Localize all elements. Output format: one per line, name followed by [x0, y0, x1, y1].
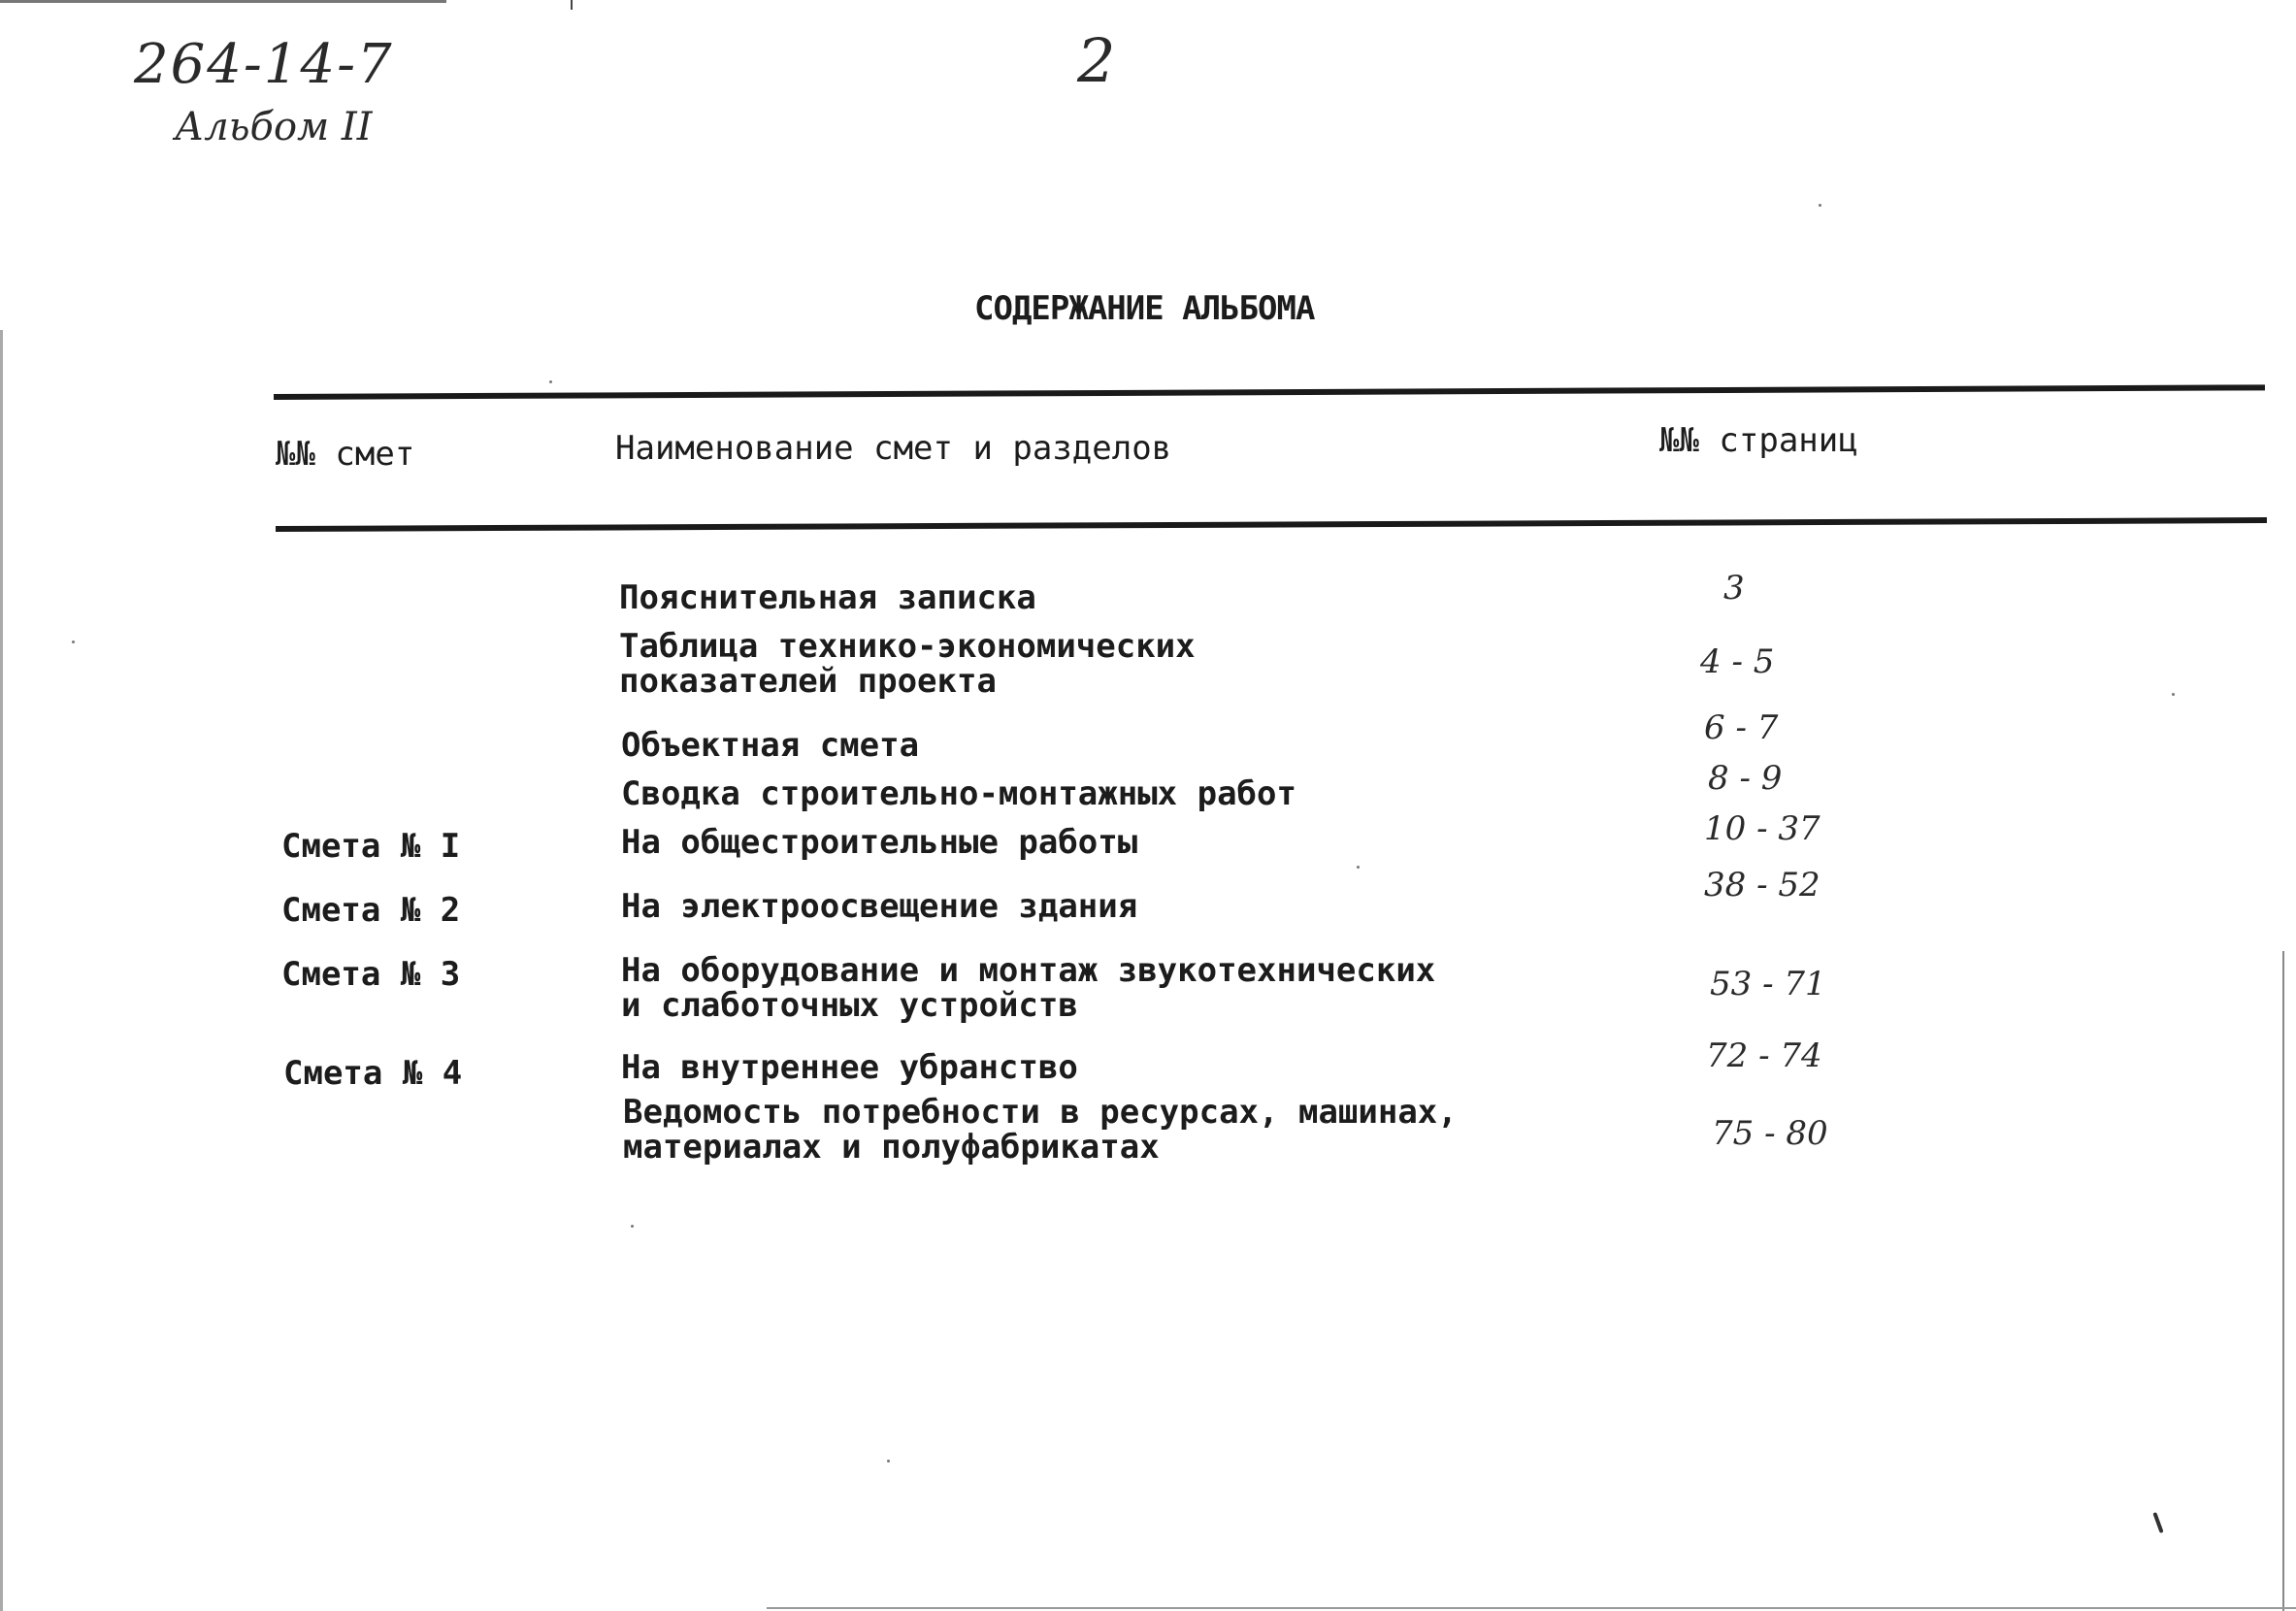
row-estimate-no: Смета № 2 [281, 891, 461, 930]
row-pages: 4 - 5 [1700, 642, 1775, 681]
row-pages: 72 - 74 [1706, 1036, 1822, 1075]
scan-speck [1819, 204, 1821, 207]
row-pages: 75 - 80 [1712, 1114, 1828, 1153]
row-estimate-no: Смета № I [281, 827, 461, 866]
row-name-continued: показателей проекта [619, 662, 997, 701]
row-name-continued: и слаботочных устройств [621, 986, 1078, 1025]
row-name: Сводка строительно-монтажных работ [621, 774, 1296, 813]
album-label: Альбом II [175, 105, 373, 149]
row-pages: 38 - 52 [1704, 866, 1820, 904]
row-pages: 8 - 9 [1708, 759, 1783, 798]
row-name: На внутреннее убранство [621, 1048, 1078, 1087]
row-name: Таблица технико-экономических [619, 627, 1196, 666]
scan-top-edge [0, 0, 446, 3]
page-number: 2 [1077, 25, 1116, 96]
scan-left-edge [0, 330, 3, 1611]
scan-speck [631, 1225, 634, 1228]
scan-speck [72, 641, 75, 643]
album-code: 264-14-7 [134, 33, 394, 96]
table-top-rule [274, 384, 2265, 400]
row-name: На общестроительные работы [621, 823, 1138, 862]
row-name: Объектная смета [621, 726, 920, 765]
column-header-estimate-no: №№ смет [276, 435, 415, 474]
scan-speck [549, 380, 552, 383]
row-name-continued: материалах и полуфабрикатах [623, 1128, 1160, 1167]
document-title: СОДЕРЖАНИЕ АЛЬБОМА [974, 289, 1315, 328]
table-header-rule [276, 517, 2267, 532]
scan-speck [2172, 693, 2175, 696]
row-estimate-no: Смета № 3 [281, 955, 461, 994]
row-name: Пояснительная записка [619, 578, 1036, 617]
row-pages: 6 - 7 [1704, 708, 1779, 747]
row-name: На электроосвещение здания [621, 887, 1138, 926]
scan-speck [1357, 866, 1360, 869]
row-name: На оборудование и монтаж звукотехнических [621, 951, 1436, 990]
column-header-pages: №№ страниц [1659, 421, 1858, 460]
scan-bottom-edge [767, 1607, 2296, 1609]
scan-tick-mark [571, 0, 573, 10]
row-pages: 3 [1723, 569, 1745, 608]
row-pages: 53 - 71 [1710, 965, 1826, 1003]
scan-mark [2152, 1512, 2163, 1533]
row-estimate-no: Смета № 4 [283, 1054, 463, 1093]
scan-right-edge [2282, 951, 2284, 1611]
row-pages: 10 - 37 [1704, 809, 1820, 848]
scan-speck [887, 1460, 890, 1463]
column-header-name: Наименование смет и разделов [615, 429, 1172, 468]
row-name: Ведомость потребности в ресурсах, машинах, [623, 1093, 1458, 1132]
